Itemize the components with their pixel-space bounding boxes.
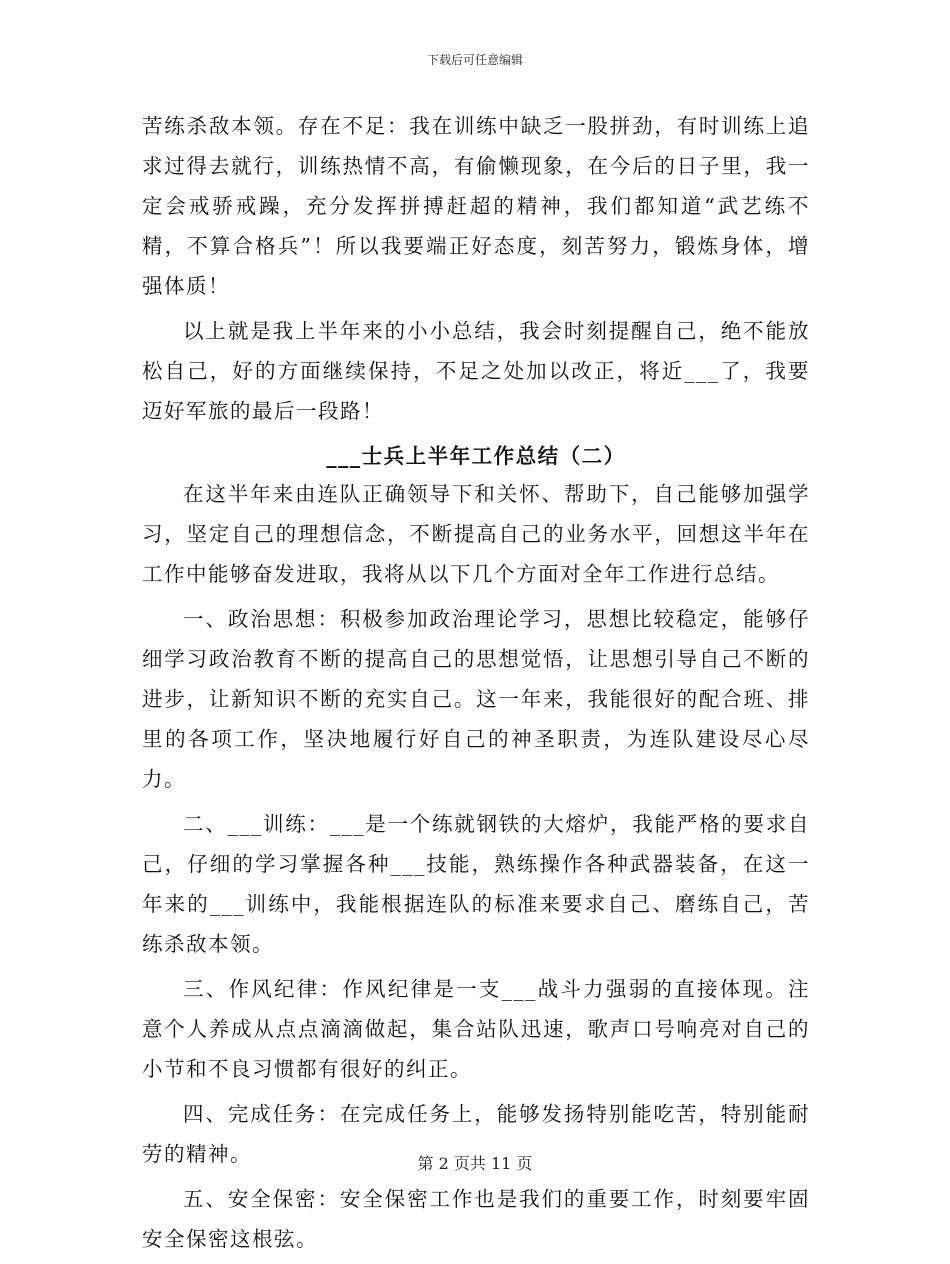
paragraph-tasks: 四、完成任务：在完成任务上，能够发扬特别能吃苦，特别能耐劳的精神。 [142,1102,810,1166]
paragraph-discipline: 三、作风纪律：作风纪律是一支___战斗力强弱的直接体现。注意个人养成从点点滴滴做起，集合站队迅速，歌声口号响亮对自己的小节和不良习惯都有很好的纠正。 [142,977,810,1081]
paragraph-security: 五、安全保密：安全保密工作也是我们的重要工作，时刻要牢固安全保密这根弦。 [142,1187,810,1251]
paragraph-conclusion: 以上就是我上半年来的小小总结，我会时刻提醒自己，绝不能放松自己，好的方面继续保持，不足之处加以改正，将近___了，我要迈好军旅的最后一段路！ [142,319,810,423]
paragraph-political-thought: 一、政治思想：积极参加政治理论学习，思想比较稳定，能够仔细学习政治教育不断的提高自己的思想觉悟，让思想引导自己不断的进步，让新知识不断的充实自己。这一年来，我能很好的配合班、排里的各项工作，坚决地履行好自己的神圣职责，为连队建设尽心尽力。 [142,607,810,791]
page-header: 下载后可任意编辑 [426,53,523,67]
paragraph-training: 二、___训练：___是一个练就钢铁的大熔炉，我能严格的要求自己，仔细的学习掌握各种___技能，熟练操作各种武器装备，在这一年来的___训练中，我能根据连队的标准来要求自己、磨练自己，苦练杀敌本领。 [142,812,810,956]
document-body [142,106,810,1264]
section-title: ___士兵上半年工作总结（二） [326,444,626,468]
paragraph-continued: 苦练杀敌本领。存在不足：我在训练中缺乏一股拼劲，有时训练上追求过得去就行，训练热情不高，有偷懒现象，在今后的日子里，我一定会戒骄戒躁，充分发挥拼搏赶超的精神，我们都知道“武艺练不精，不算合格兵”！所以我要端正好态度，刻苦努力，锻炼身体，增强体质！ [142,114,810,298]
paragraph-intro: 在这半年来由连队正确领导下和关怀、帮助下，自己能够加强学习，坚定自己的理想信念，不断提高自己的业务水平，回想这半年在工作中能够奋发进取，我将从以下几个方面对全年工作进行总结。 [142,482,810,586]
page-footer: 第 2 页共 11 页 [417,1154,533,1173]
